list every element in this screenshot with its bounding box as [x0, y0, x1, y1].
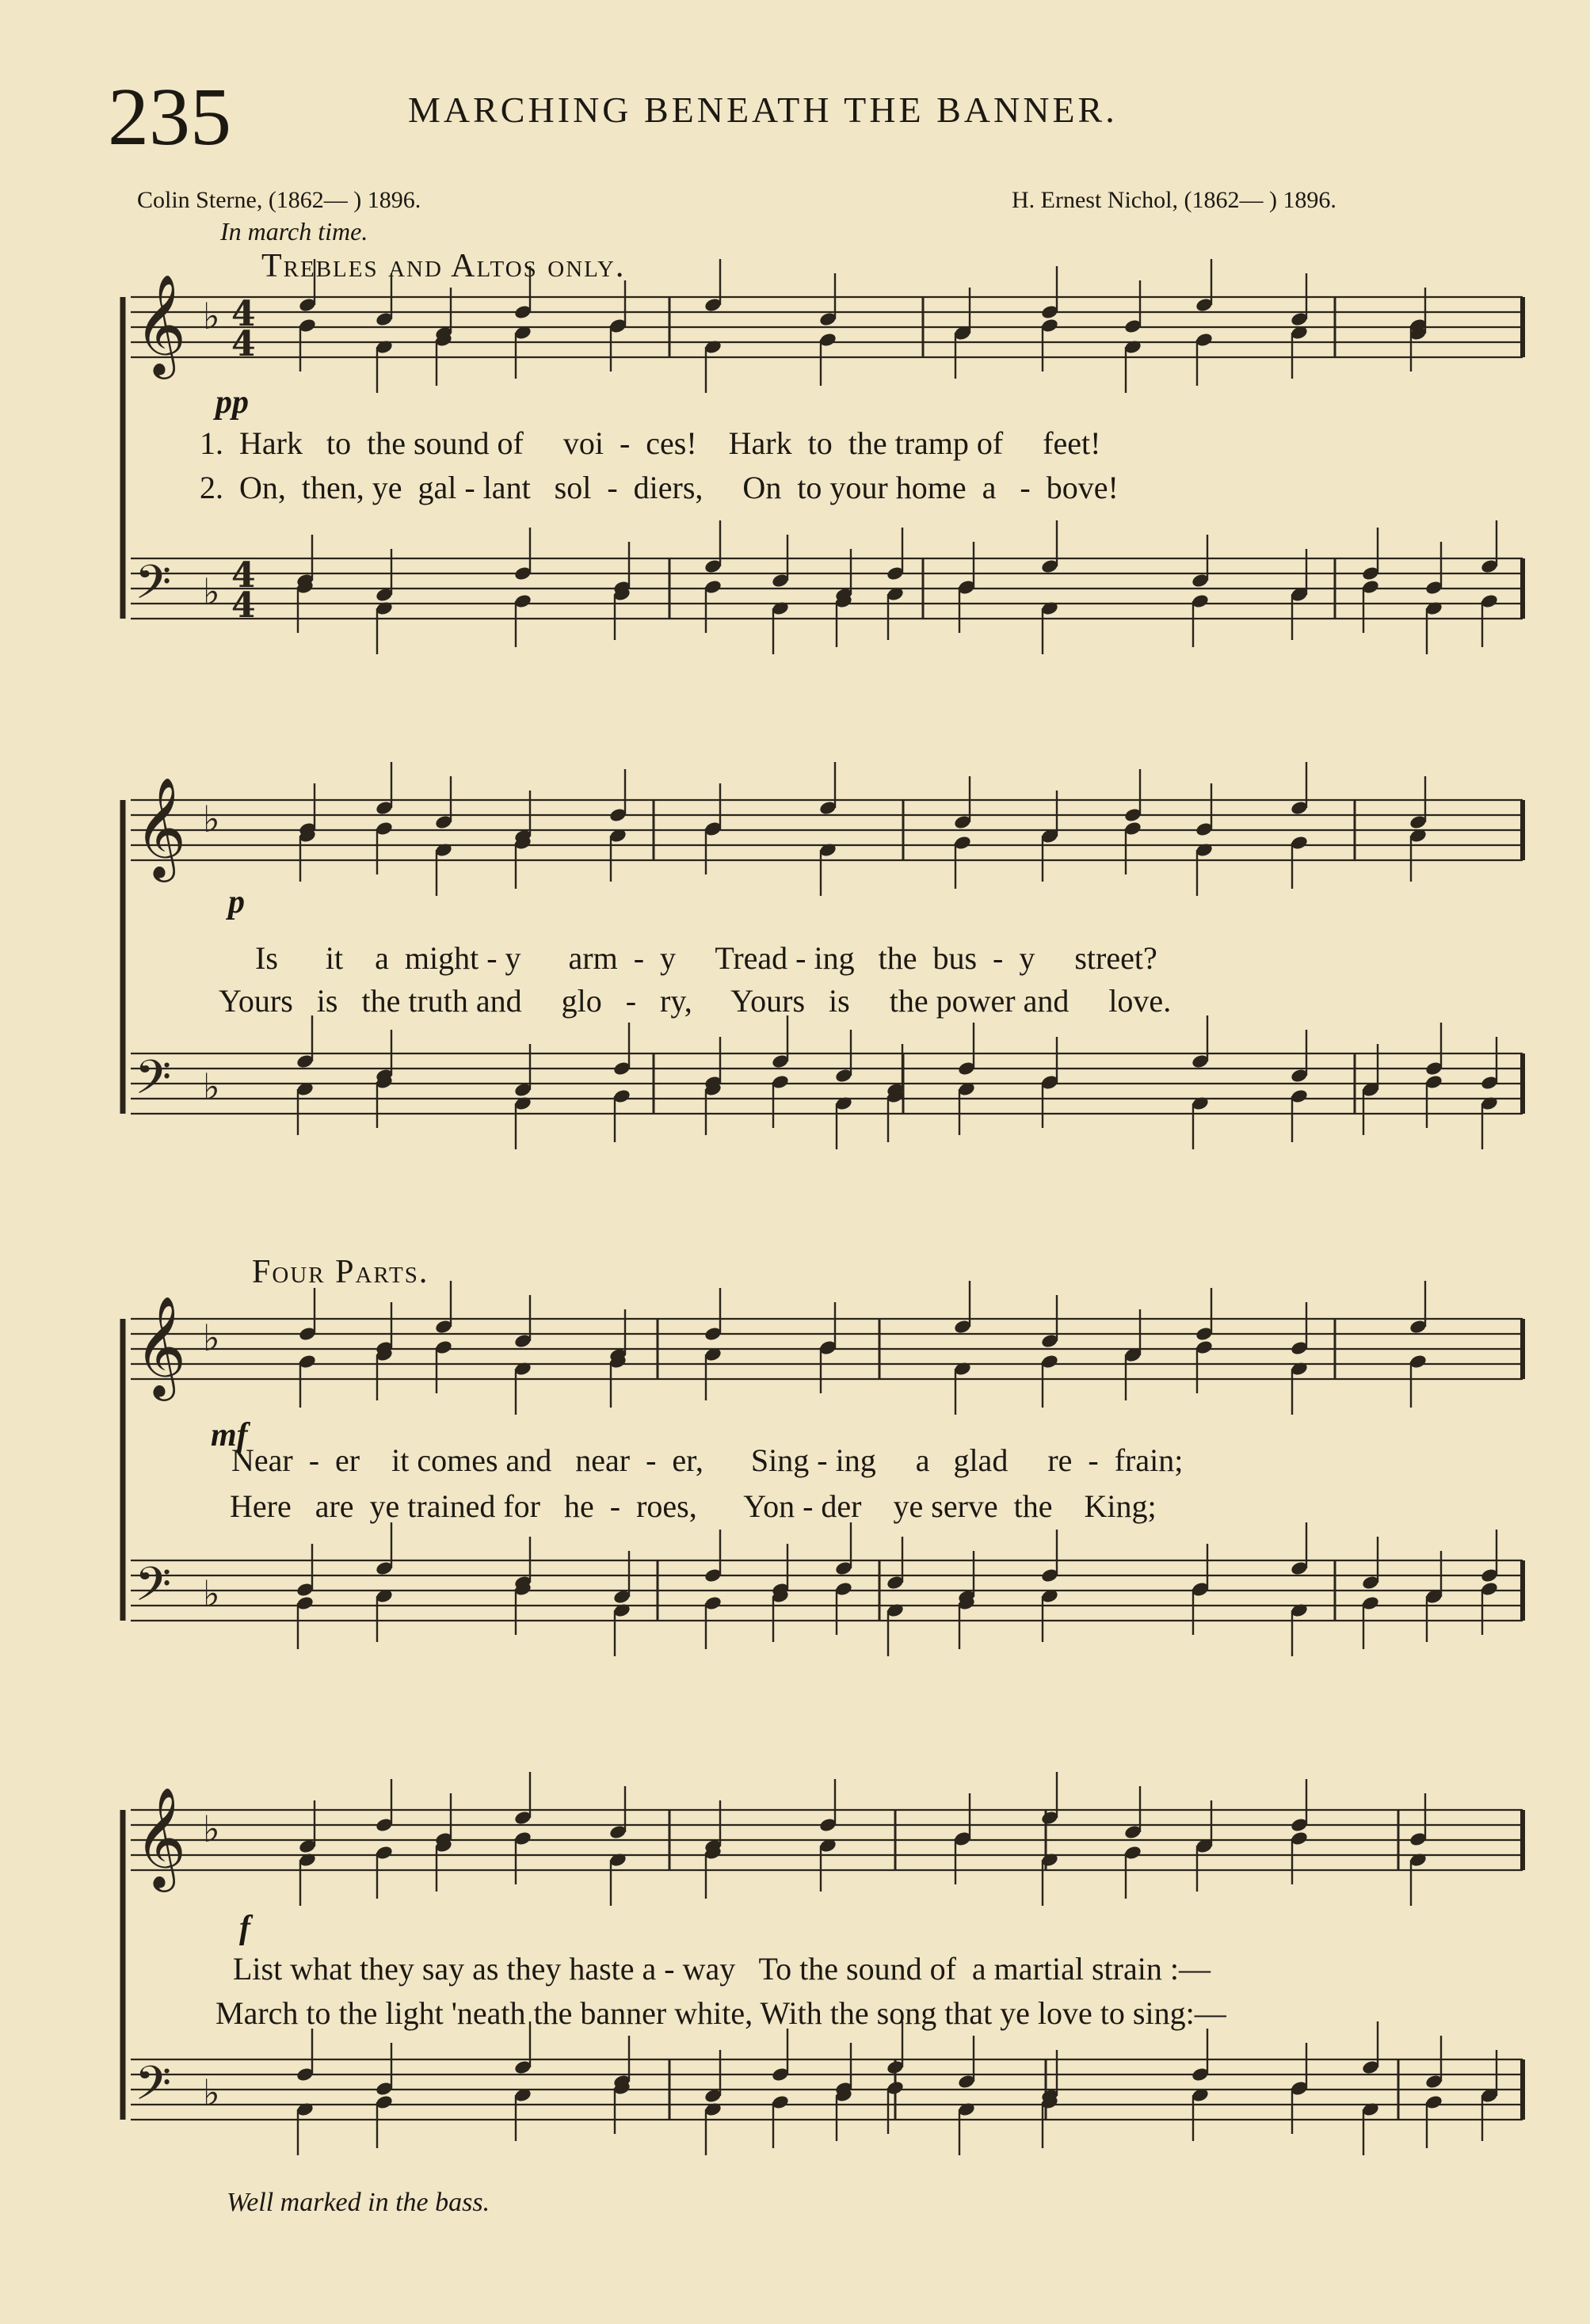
author-credit: Colin Sterne, (1862— ) 1896.: [137, 187, 421, 213]
key-signature-flat: ♭: [203, 1065, 220, 1108]
voicing-label-four-parts: Four Parts.: [252, 1254, 429, 1290]
composer-credit: H. Ernest Nichol, (1862— ) 1896.: [1012, 187, 1336, 213]
key-signature-flat: ♭: [203, 570, 220, 613]
treble-clef: 𝄞: [135, 1295, 187, 1396]
time-signature-top: 4: [231, 555, 256, 596]
key-signature-flat: ♭: [203, 295, 220, 337]
lyric-line-system3-verse2: Here are ye trained for he - roes, Yon - der ye serve the King;: [230, 1488, 1157, 1524]
key-signature-flat: ♭: [203, 1316, 220, 1359]
lyric-line-system1-verse1: 1. Hark to the sound of voi - ces! Hark to the tramp of feet!: [200, 425, 1101, 461]
dynamic-marking-mf: mf: [211, 1417, 248, 1453]
lyric-line-system4-verse1: List what they say as they haste a - way To the sound of a martial strain :—: [233, 1951, 1211, 1987]
time-signature-bottom: 4: [231, 324, 256, 364]
hymn-number: 235: [108, 71, 231, 162]
dynamic-marking-p: p: [228, 884, 245, 920]
lyric-line-system2-verse1: Is it a might - y arm - y Tread - ing the bus - y street?: [255, 940, 1157, 976]
key-signature-flat: ♭: [203, 798, 220, 840]
hymn-title: MARCHING BENEATH THE BANNER.: [408, 90, 1118, 130]
bass-clef: 𝄢: [135, 1050, 172, 1116]
key-signature-flat: ♭: [203, 1572, 220, 1615]
footnote: Well marked in the bass.: [227, 2188, 490, 2217]
bass-clef: 𝄢: [135, 2055, 172, 2122]
time-signature-bottom: 4: [231, 585, 256, 626]
time-signature-top: 4: [231, 294, 256, 334]
treble-clef: 𝄞: [135, 1786, 187, 1888]
lyric-line-system4-verse2: March to the light 'neath the banner white, With the song that ye love to sing:—: [215, 1995, 1226, 2031]
lyric-line-system2-verse2: Yours is the truth and glo - ry, Yours is the power and love.: [219, 983, 1172, 1019]
dynamic-marking-f: f: [239, 1910, 250, 1946]
bass-clef: 𝄢: [135, 1556, 172, 1623]
lyric-line-system1-verse2: 2. On, then, ye gal - lant sol - diers, On to your home a - bove!: [200, 470, 1119, 505]
bass-clef: 𝄢: [135, 554, 172, 621]
treble-clef: 𝄞: [135, 776, 187, 878]
voicing-label-trebles-altos: Trebles and Altos only.: [261, 248, 626, 284]
tempo-marking: In march time.: [220, 217, 368, 246]
treble-clef: 𝄞: [135, 273, 187, 375]
dynamic-marking-pp: pp: [215, 384, 249, 421]
lyric-line-system3-verse1: Near - er it comes and near - er, Sing - ing a glad re - frain;: [231, 1442, 1184, 1478]
key-signature-flat: ♭: [203, 2071, 220, 2114]
key-signature-flat: ♭: [203, 1808, 220, 1850]
